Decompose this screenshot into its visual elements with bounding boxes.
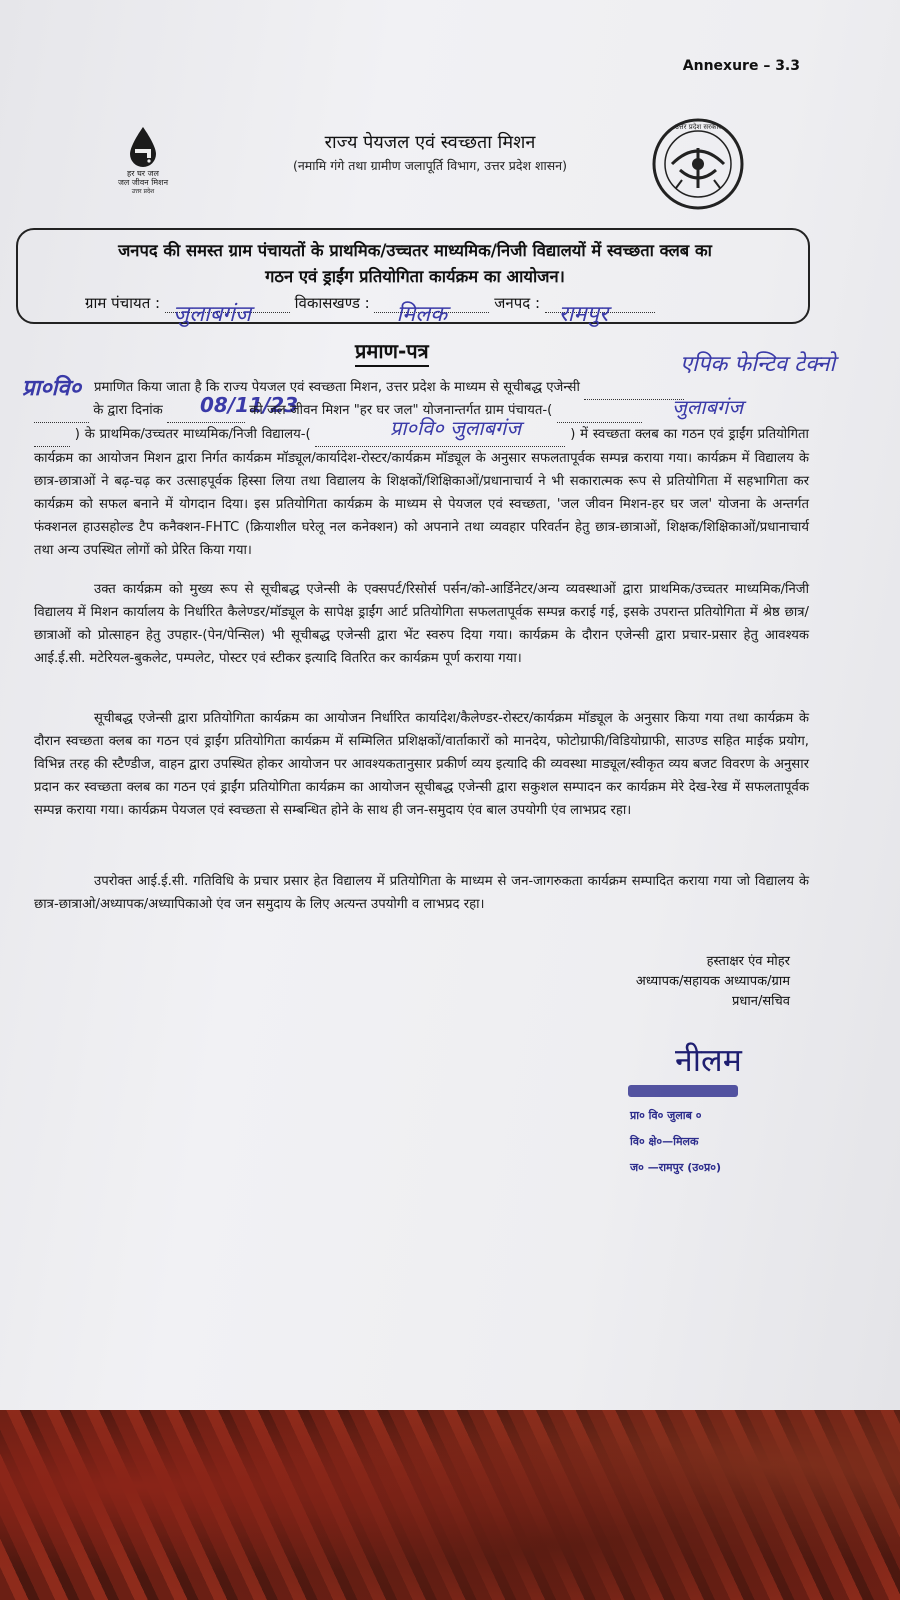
up-government-emblem-icon [652, 118, 744, 210]
background-fabric [0, 1410, 900, 1600]
district-value: रामपुर [558, 302, 609, 327]
mission-title: राज्य पेयजल एवं स्वच्छता मिशन [324, 132, 536, 153]
p1-blank [34, 399, 89, 423]
logo-caption-1: हर घर जल [127, 169, 159, 178]
paragraph-1 [34, 376, 809, 400]
handwritten-school-name: प्रा०वि० जुलाबगंज [390, 416, 522, 440]
gram-panchayat-value: जुलाबगंज [172, 302, 252, 327]
program-title-line1: जनपद की समस्त ग्राम पंचायतों के प्राथमिक/उच्चतर माध्यमिक/निजी विद्यालयों में स्वच्छता क्लब का [118, 241, 712, 260]
stamp-smudge [628, 1085, 738, 1097]
stamp-line-2: प्रा० वि० जुलाब ० [630, 1109, 702, 1122]
district-field [545, 294, 655, 327]
block-field [374, 294, 489, 327]
mission-subtitle: (नमामि गंगे तथा ग्रामीण जलापूर्ति विभाग, उत्तर प्रदेश शासन) [292, 158, 567, 173]
logo-caption-3: उत्तर प्रदेश [131, 188, 155, 195]
signature-label-line1: हस्ताक्षर एंव मोहर [706, 954, 790, 969]
signature-label [570, 952, 790, 1012]
program-title-line2: गठन एवं ड्राईंग प्रतियोगिता कार्यक्रम का आयोजन। [265, 267, 565, 286]
logo-caption-2: जल जीवन मिशन [117, 178, 169, 187]
handwritten-gram-panchayat: जुलाबगंज [672, 395, 744, 419]
handwritten-agency-name: एपिक फेन्टिव टेक्नो [680, 352, 836, 377]
location-fields-row [85, 293, 655, 327]
signature-label-line3: प्रधान/सचिव [732, 994, 790, 1009]
paragraph-1-cont [34, 399, 809, 562]
p1-text-e: ) में स्वच्छता क्लब का गठन एवं ड्राईंग प्रतियोगिता कार्यक्रम का आयोजन मिशन द्वारा निर्गत कार्यक्रम मॉड्यूल/कार्यादेश-रोस्टर/कार्यक्रम मॉड्यूल के अनुसार सफलतापूर्वक सम्पन्न कराया गया। कार्यक्रम में विद्यालय के छात्र-छात्राओं ने बढ़-चढ़ कर उत्साहपूर्वक हिस्सा लिया तथा विद्यालय के शिक्षकों/शिक्षिकाओं/प्रधानाचार्य ने भी सकारात्मक रूप से प्रतियोगिता में सहभागिता कर कार्यक्रम को सफल बनाने में योगदान दिया। इस प्रतियोगिता कार्यक्रम के माध्यम से पेयजल एवं स्वच्छता, 'जल जीवन मिशन-हर घर जल' योजना के अन्तर्गत फंक्शनल हाउसहोल्ड टैप कनैक्शन-FHTC (क्रियाशील घरेलू नल कनेक्शन) को अपनाने तथा व्यवहार परिवर्तन हेतु छात्र-छात्राओं, शिक्षक/शिक्षिकाओं/प्रधानाचार्य तथा अन्य उपस्थित लोगों को प्रेरित किया गया। [34, 427, 809, 558]
agency-blank [584, 376, 684, 400]
water-drop-icon [126, 125, 160, 169]
gp-blank [557, 399, 642, 423]
stamp-line-4: ज० —रामपुर (उ०प्र०) [630, 1161, 721, 1174]
emblem-text: उत्तर प्रदेश सरकार [674, 123, 722, 131]
paragraph-3: सूचीबद्ध एजेन्सी द्वारा प्रतियोगिता कार्यक्रम का आयोजन निर्धारित कार्यादेश/कैलेण्डर-रोस्टर/कार्यक्रम मॉड्यूल के अनुसार किया गया तथा कार्यक्रम के दौरान स्वच्छता क्लब का गठन एवं ड्राईंग प्रतियोगिता कार्यक्रम में सम्मिलित प्रशिक्षकों/वार्ताकारों को मानदेय, फोटोग्राफी/विडियोग्राफी, साउण्ड सहित माईक प्रयोग, विभिन्न तरह की स्टैण्डीज, वाहन द्वारा उपस्थित होकर आयोजन पर आवश्यकतानुसार प्रकीर्ण व्यय इत्यादि की व्यवस्था माड्यूल/स्वीकृत व्यय बजट विवरण के अनुसार प्रदान कर स्वच्छता क्लब का गठन एवं ड्राईंग प्रतियोगिता कार्यक्रम का आयोजन सूचीबद्ध एजेन्सी द्वारा सकुशल सम्पादन कर कार्यक्रम मेरे देख-रेख में सफलतापूर्वक सम्पन्न कराया गया। कार्यक्रम पेयजल एवं स्वच्छता से सम्बन्धित होने के साथ ही जन-समुदाय एंव बाल उपयोगी एंव लाभप्रद रहा। [34, 711, 810, 818]
gram-panchayat-label: ग्राम पंचायत : [85, 294, 161, 312]
certificate-heading: प्रमाण-पत्र [355, 337, 429, 367]
paragraph-4: उपरोक्त आई.ई.सी. गतिविधि के प्रचार प्रसार हेत विद्यालय में प्रतियोगिता के माध्यम से जन-जागरुकता कार्यक्रम सम्पादित कराया गया जो विद्यालय के छात्र-छात्राओ/अध्यापक/अध्यापिकाओ एंव जन समुदाय के लिए अत्यन्त उपयोगी व लाभप्रद रहा। [34, 874, 809, 912]
handwritten-signature: नीलम [675, 1041, 742, 1079]
date-blank [167, 399, 245, 423]
annexure-label: Annexure – 3.3 [682, 58, 800, 74]
p1-text-d: ) के प्राथमिक/उच्चतर माध्यमिक/निजी विद्यालय-( [74, 427, 311, 442]
p1-text-b: के द्वारा दिनांक [93, 403, 163, 418]
block-label: विकासखण्ड : [294, 294, 370, 312]
block-value: मिलक [396, 302, 448, 327]
p1-text-a: प्रमाणित किया जाता है कि राज्य पेयजल एवं स्वच्छता मिशन, उत्तर प्रदेश के माध्यम से सूचीबद्ध एजेन्सी [94, 380, 580, 395]
signature-label-line2: अध्यापक/सहायक अध्यापक/ग्राम [635, 974, 790, 989]
jal-jeevan-mission-logo [108, 125, 178, 196]
stamp-line-3: वि० क्षे०—मिलक [630, 1135, 699, 1148]
paragraph-2: उक्त कार्यक्रम को मुख्य रूप से सूचीबद्ध एजेन्सी के एक्सपर्ट/रिसोर्स पर्सन/को-आर्डिनेटर/अन्य व्यवस्थाओं द्वारा प्राथमिक/उच्चतर माध्यमिक/निजी विद्यालय में मिशन कार्यालय के निर्धारित कैलेण्डर/मॉड्यूल के सापेक्ष ड्राईंग आर्ट प्रतियोगिता सफलतापूर्वक सम्पन्न कराई गई, इसके उपरान्त प्रतियोगिता में श्रेष्ठ छात्र/छात्राओं को प्रोत्साहन हेतु उपहार-(पेन/पेन्सिल) भी सूचीबद्ध एजेन्सी द्वारा भेंट स्वरुप दिया गया। कार्यक्रम के दौरान एजेन्सी द्वारा प्रचार-प्रसार हेतु आवश्यक आई.ई.सी. मटेरियल-बुकलेट, पम्पलेट, पोस्टर एवं स्टीकर इत्यादि वितरित कर कार्यक्रम पूर्ण कराया गया। [34, 582, 809, 666]
school-blank [315, 423, 565, 447]
gp-blank-2 [34, 423, 70, 447]
gram-panchayat-field [165, 294, 290, 327]
district-label: जनपद : [494, 294, 540, 312]
p1-text-c: को जल जीवन मिशन "हर घर जल" योजनान्तर्गत ग्राम पंचायत-( [249, 403, 553, 418]
handwritten-date: 08/11/23 [200, 393, 299, 417]
handwritten-school-short: प्रा०वि० [22, 376, 82, 401]
